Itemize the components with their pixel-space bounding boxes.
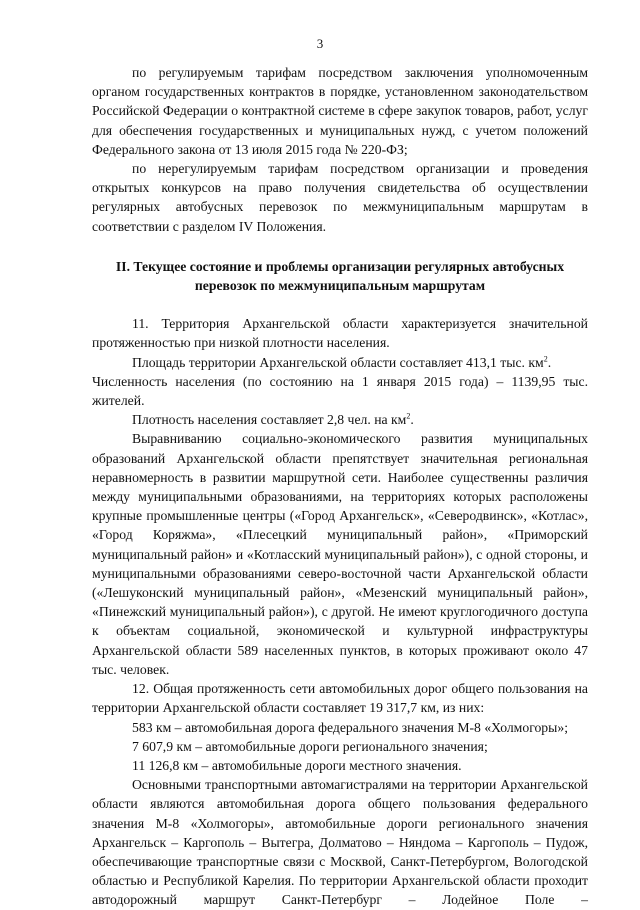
paragraph-area bbox=[92, 353, 588, 372]
page-number: 3 bbox=[316, 36, 324, 51]
density-tail: . bbox=[410, 412, 414, 428]
section-heading: II. Текущее состояние и проблемы организации регулярных автобусных перевозок по межмуниципальным маршрутам bbox=[115, 258, 565, 294]
paragraph-regional-disparity: Выравниванию социально-экономического развития муниципальных образований Архангельской области препятствует значительная региональная неравномерность в развитии маршрутной сети. Наиболее существенны различия между муниципальными образованиями, на территориях которых расположены крупные промышленные центры («Город Архангельск», «Северодвинск», «Котлас», «Город Коряжма», «Плесецкий муниципальный район», «Приморский муниципальный район» и «Котласский муниципальный район»), с одной стороны, и муниципальными образованиями северо-восточной части Архангельской области («Лешуконский муниципальный район», «Мезенский муниципальный район», «Пинежский муниципальный район»), с другой. Не имеют круглогодичного доступа к объектам социальной, экономической и культурной инфраструктуры Архангельской области 589 населенных пунктов, в которых проживают около 47 тыс. человек. bbox=[92, 431, 588, 677]
paragraph-population: Численность населения (по состоянию на 1 января 2015 года) – 1139,95 тыс. жителей. bbox=[92, 373, 588, 409]
paragraph-unregulated-tariffs: по нерегулируемым тарифам посредством организации и проведения открытых конкурсов на право получения свидетельства об осуществлении регулярных автобусных перевозок по межмуниципальным маршрутам в соответствии с разделом IV Положения. bbox=[92, 161, 588, 234]
list-item-federal-road: 583 км – автомобильная дорога федерального значения М-8 «Холмогоры»; bbox=[132, 719, 568, 735]
paragraph-regulated-tariffs: по регулируемым тарифам посредством заключения уполномоченным органом государственных контрактов в порядке, установленном законодательством Российской Федерации о контрактной системе в сфере закупок товаров, работ, услуг для обеспечения государственных и муниципальных нужд, с учетом положений Федерального закона от 13 июля 2015 года № 220-ФЗ; bbox=[92, 65, 588, 157]
list-item-local-roads: 11 126,8 км – автомобильные дороги местного значения. bbox=[132, 757, 462, 773]
area-tail: . bbox=[547, 354, 552, 370]
list-item-regional-roads: 7 607,9 км – автомобильные дороги регионального значения; bbox=[132, 738, 488, 754]
paragraph-12: 12. Общая протяженность сети автомобильных дорог общего пользования на территории Архангельской области составляет 19 317,7 км, из них: bbox=[92, 681, 588, 716]
area-text: Площадь территории Архангельской области составляет 413,1 тыс. км bbox=[132, 354, 544, 370]
paragraph-main-highways: Основными транспортными автомагистралями на территории Архангельской области являются автомобильная дорога общего пользования федерального значения М-8 «Холмогоры», автомобильные дороги регионального значения Архангельск – Каргополь – Вытегра, Долматово – Няндома – Каргополь – Пудож, обеспечивающие транспортные связи с Москвой, Санкт-Петербургом, Вологодской областью и Республикой Карелия. По территории Архангельской области проходит автодорожный маршрут Санкт-Петербург – Лодейное Поле – bbox=[92, 777, 588, 908]
document-body bbox=[92, 63, 588, 910]
density-superscript: 2 bbox=[406, 411, 411, 421]
paragraph-11: 11. Территория Архангельской области характеризуется значительной протяженностью при низкой плотности населения. bbox=[92, 316, 588, 351]
paragraph-density bbox=[92, 410, 588, 429]
density-text: Плотность населения составляет 2,8 чел. на км bbox=[132, 412, 407, 428]
area-superscript: 2 bbox=[543, 354, 548, 364]
